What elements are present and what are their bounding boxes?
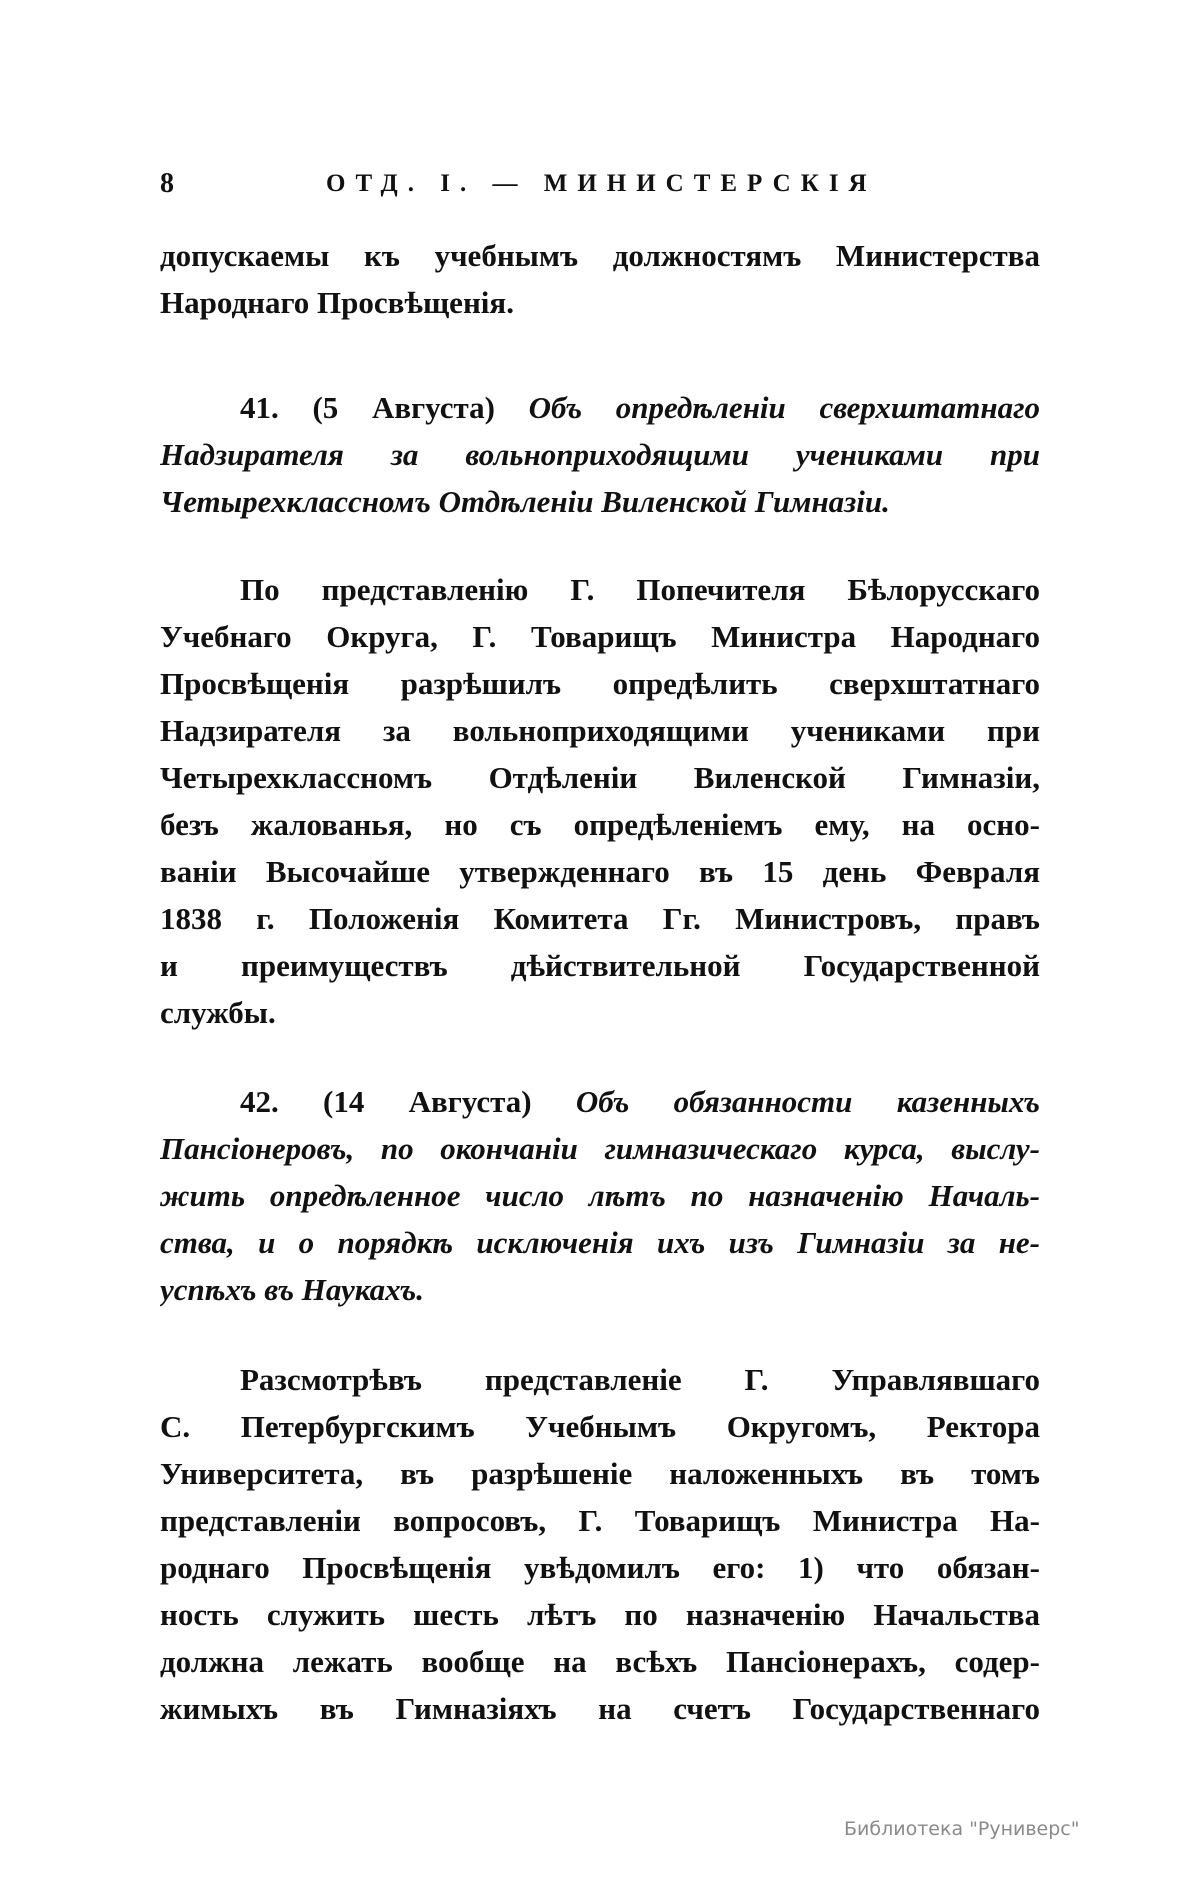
- text-line: С. Петербургскимъ Учебнымъ Округомъ, Ректора: [160, 1409, 1040, 1444]
- heading-line: Пансіонеровъ, по окончаніи гимназическаго курса, выслу-: [160, 1131, 1040, 1166]
- text-line: Надзирателя за вольноприходящими учениками при: [160, 713, 1040, 748]
- text-line: жимыхъ въ Гимназіяхъ на счетъ Государственнаго: [160, 1691, 1040, 1726]
- article-title-text: Объ обязанности казенныхъ: [575, 1084, 1040, 1119]
- article-number: 41.: [240, 390, 279, 425]
- text-line: Просвѣщенія разрѣшилъ опредѣлить сверхштатнаго: [160, 666, 1040, 701]
- text-line: и преимуществъ дѣйствительной Государственной: [160, 948, 1040, 983]
- heading-line: жить опредѣленное число лѣтъ по назначенію Началь-: [160, 1178, 1040, 1213]
- text-line: ваніи Высочайше утвержденнаго въ 15 день Февраля: [160, 854, 1040, 889]
- article-41-heading: [160, 384, 1040, 525]
- text-line: Разсмотрѣвъ представленіе Г. Управлявшаго: [240, 1362, 1040, 1397]
- continuation-paragraph: [160, 232, 1040, 326]
- text-line: 1838 г. Положенія Комитета Гг. Министровъ, правъ: [160, 901, 1040, 936]
- text-line: службы.: [160, 995, 276, 1030]
- heading-line: Надзирателя за вольноприходящими учениками при: [160, 437, 1040, 472]
- page-number: 8: [160, 168, 174, 199]
- heading-line: [240, 1078, 1040, 1125]
- article-date: (5 Августа): [312, 390, 495, 425]
- heading-line: Четырехклассномъ Отдѣленіи Виленской Гимназіи.: [160, 484, 890, 519]
- text-line: Учебнаго Округа, Г. Товарищъ Министра Народнаго: [160, 619, 1040, 654]
- text-line: По представленію Г. Попечителя Бѣлорусскаго: [240, 572, 1040, 607]
- heading-line: успѣхъ въ Наукахъ.: [160, 1272, 424, 1307]
- text-line: роднаго Просвѣщенія увѣдомилъ его: 1) что обязан-: [160, 1550, 1040, 1585]
- text-line: ность служить шесть лѣтъ по назначенію Начальства: [160, 1597, 1040, 1632]
- article-41-body: [160, 566, 1040, 1036]
- running-head: [160, 160, 1040, 207]
- text-line: Университета, въ разрѣшеніе наложенныхъ въ томъ: [160, 1456, 1040, 1491]
- text-line: Четырехклассномъ Отдѣленіи Виленской Гимназіи,: [160, 760, 1040, 795]
- running-head-title: ОТД. I. — МИНИСТЕРСКІЯ: [326, 170, 877, 197]
- heading-line: [240, 384, 1040, 431]
- library-watermark: Библиотека "Руниверс": [844, 1818, 1080, 1840]
- article-number: 42.: [240, 1084, 279, 1119]
- article-42-body: [160, 1356, 1040, 1732]
- article-42-heading: [160, 1078, 1040, 1313]
- article-title-text: Объ опредѣленіи сверхштатнаго: [528, 390, 1040, 425]
- text-line: должна лежать вообще на всѣхъ Пансіонерахъ, содер-: [160, 1644, 1040, 1679]
- text-line: Народнаго Просвѣщенія.: [160, 285, 514, 320]
- text-line: безъ жалованья, но съ опредѣленіемъ ему, на осно-: [160, 807, 1040, 842]
- article-date: (14 Августа): [323, 1084, 532, 1119]
- text-line: представленіи вопросовъ, Г. Товарищъ Министра На-: [160, 1503, 1040, 1538]
- text-line: допускаемы къ учебнымъ должностямъ Министерства: [160, 238, 1040, 273]
- heading-line: ства, и о порядкѣ исключенія ихъ изъ Гимназіи за не-: [160, 1225, 1040, 1260]
